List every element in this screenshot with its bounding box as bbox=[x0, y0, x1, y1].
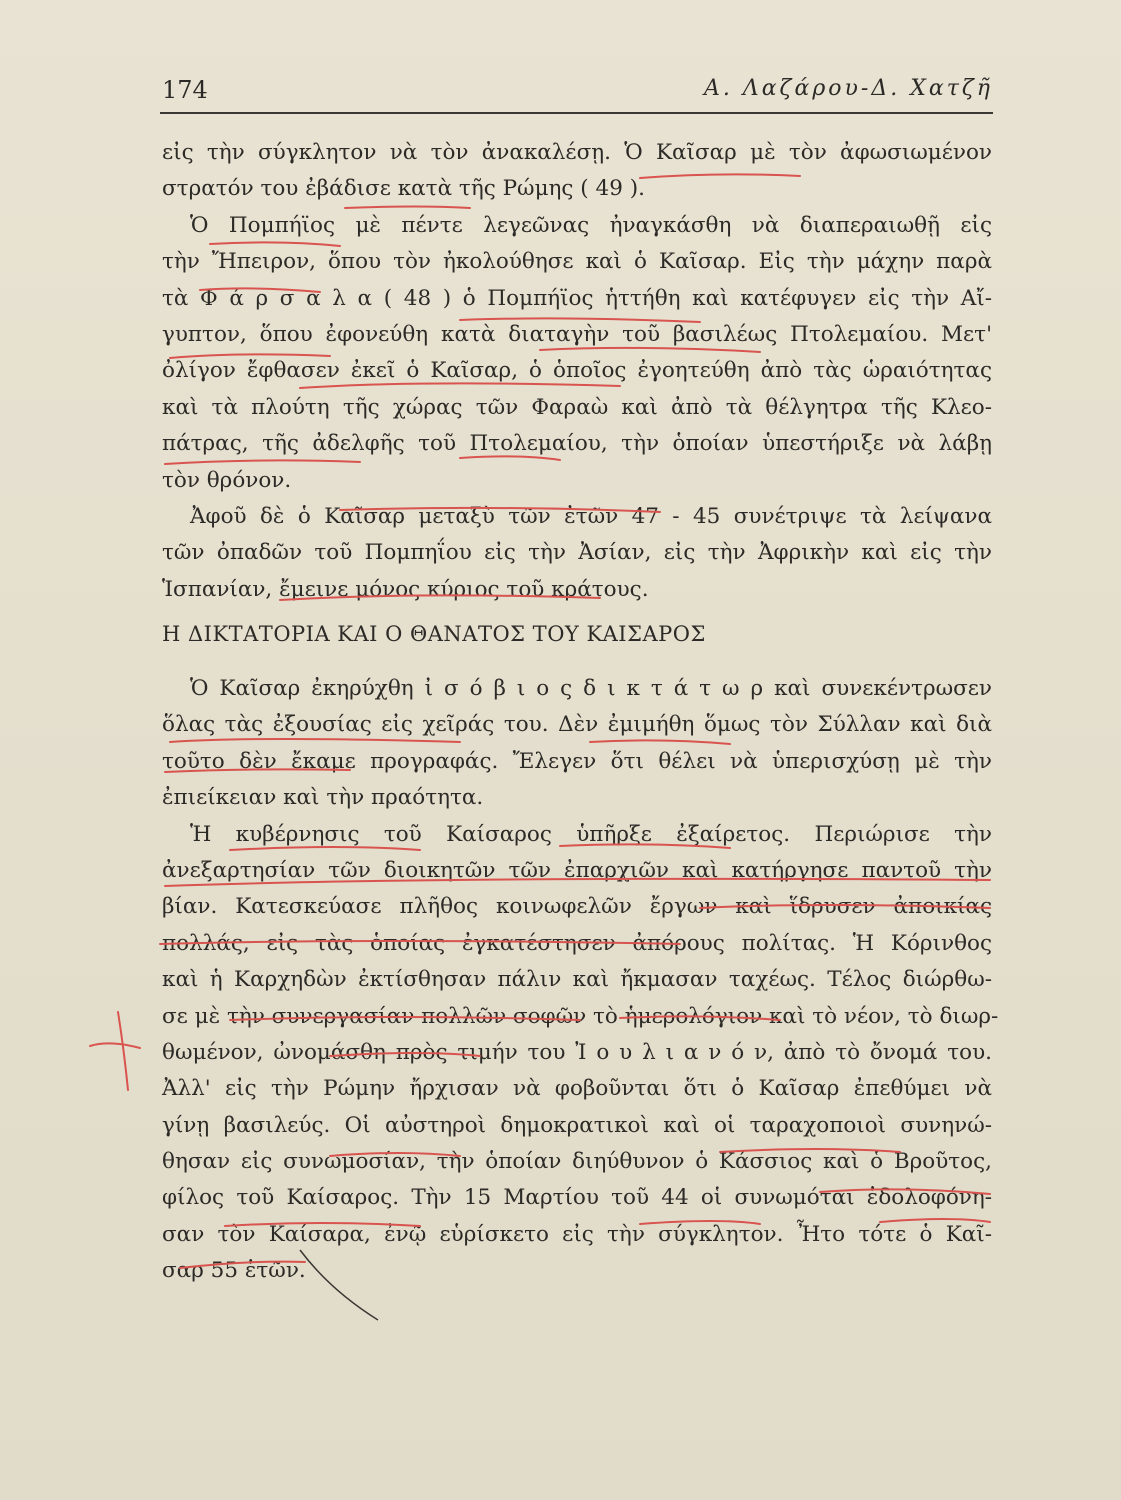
text-line: σαρ 55 ἐτῶν. bbox=[162, 1258, 306, 1284]
section1-body bbox=[162, 140, 992, 613]
text-line: στρατόν του ἐβάδισε κατὰ τῆς Ρώμης ( 49 ). bbox=[162, 176, 645, 202]
text-line: ὅλας τὰς ἐξουσίας εἰς χεῖράς του. Δὲν ἐμιμήθη ὅμως τὸν Σύλλαν καὶ διὰ bbox=[162, 712, 992, 738]
text-line: πολλάς, εἰς τὰς ὁποίας ἐγκατέστησεν ἀπόρους πολίτας. Ἡ Κόρινθος bbox=[162, 930, 992, 956]
page-number: 174 bbox=[162, 76, 208, 104]
text-line: πάτρας, τῆς ἀδελφῆς τοῦ Πτολεμαίου, τὴν ὁποίαν ὑπεστήριξε νὰ λάβῃ bbox=[162, 431, 992, 457]
text-line: τοῦτο δὲν ἔκαμε προγραφάς. Ἔλεγεν ὅτι θέλει νὰ ὑπερισχύσῃ μὲ τὴν bbox=[162, 748, 992, 774]
text-line: τῶν ὀπαδῶν τοῦ Πομπηΐου εἰς τὴν Ἀσίαν, εἰς τὴν Ἀφρικὴν καὶ εἰς τὴν bbox=[162, 540, 992, 566]
text-line: γυπτον, ὅπου ἐφονεύθη κατὰ διαταγὴν τοῦ βασιλέως Πτολεμαίου. Μετ' bbox=[162, 321, 992, 347]
text-line: θωμένον, ὠνομάσθη πρὸς τιμήν του Ἰ ο υ λ ι α ν ό ν, ἀπὸ τὸ ὄνομά του. bbox=[162, 1039, 992, 1065]
text-line: φίλος τοῦ Καίσαρος. Τὴν 15 Μαρτίου τοῦ 44 οἱ συνωμόται ἐδολοφόνη- bbox=[162, 1185, 992, 1211]
text-line: Ἀλλ' εἰς τὴν Ρώμην ἤρχισαν νὰ φοβοῦνται ὅτι ὁ Καῖσαρ ἐπεθύμει νὰ bbox=[162, 1076, 992, 1102]
text-line: εἰς τὴν σύγκλητον νὰ τὸν ἀνακαλέσῃ. Ὁ Καῖσαρ μὲ τὸν ἀφωσιωμένον bbox=[162, 140, 992, 165]
section2-body bbox=[162, 676, 999, 1295]
text-line: καὶ ἡ Καρχηδὼν ἐκτίσθησαν πάλιν καὶ ἤκμασαν ταχέως. Τέλος διώρθω- bbox=[162, 967, 992, 993]
text-line: καὶ τὰ πλούτη τῆς χώρας τῶν Φαραὼ καὶ ἀπὸ τὰ θέλγητρα τῆς Κλεο- bbox=[162, 394, 992, 420]
text-line: τὸν θρόνον. bbox=[162, 467, 292, 493]
text-line: Ὁ Πομπήϊος μὲ πέντε λεγεῶνας ἠναγκάσθη νὰ διαπεραιωθῇ εἰς bbox=[190, 212, 992, 238]
text-line: Ὁ Καῖσαρ ἐκηρύχθη ἰ σ ό β ι ο ς δ ι κ τ ά τ ω ρ καὶ συνεκέντρωσεν bbox=[190, 676, 992, 701]
page-header bbox=[160, 72, 993, 114]
text-line: τὴν Ἤπειρον, ὅπου τὸν ἠκολούθησε καὶ ὁ Καῖσαρ. Εἰς τὴν μάχην παρὰ bbox=[162, 249, 992, 275]
text-line: σαν τὸν Καίσαρα, ἐνῷ εὑρίσκετο εἰς τὴν σύγκλητον. Ἦτο τότε ὁ Καῖ- bbox=[162, 1221, 992, 1247]
text-line: θησαν εἰς συνωμοσίαν, τὴν ὁποίαν διηύθυνον ὁ Κάσσιος καὶ ὁ Βροῦτος, bbox=[162, 1149, 992, 1175]
text-line: ἀνεξαρτησίαν τῶν διοικητῶν τῶν ἐπαρχιῶν καὶ κατήργησε παντοῦ τὴν bbox=[162, 857, 992, 883]
text-line: Ἱσπανίαν, ἔμεινε μόνος κύριος τοῦ κράτους. bbox=[162, 576, 649, 602]
text-line: γίνῃ βασιλεύς. Οἱ αὐστηροὶ δημοκρατικοὶ καὶ οἱ ταραχοποιοὶ συνηνώ- bbox=[162, 1112, 992, 1138]
text-line: Ἡ κυβέρνησις τοῦ Καίσαρος ὑπῆρξε ἐξαίρετος. Περιώρισε τὴν bbox=[190, 821, 992, 847]
text-line: Ἀφοῦ δὲ ὁ Καῖσαρ μεταξὺ τῶν ἐτῶν 47 - 45 συνέτριψε τὰ λείψανα bbox=[190, 503, 992, 529]
text-line: σε μὲ τὴν συνεργασίαν πολλῶν σοφῶν τὸ ἡμερολόγιον καὶ τὸ νέον, τὸ διωρ- bbox=[162, 1003, 999, 1029]
running-head: Α. Λαζάρου-Δ. Χατζῆ bbox=[703, 76, 993, 101]
text-line: τὰ Φ ά ρ σ α λ α ( 48 ) ὁ Πομπήϊος ἡττήθη καὶ κατέφυγεν εἰς τὴν Αἴ- bbox=[162, 285, 992, 311]
section-heading: Η ΔΙΚΤΑΤΟΡΙΑ ΚΑΙ Ο ΘΑΝΑΤΟΣ ΤΟΥ ΚΑΙΣΑΡΟΣ bbox=[162, 622, 706, 646]
text-line: ὀλίγον ἔφθασεν ἐκεῖ ὁ Καῖσαρ, ὁ ὁποῖος ἐγοητεύθη ἀπὸ τὰς ὡραιότητας bbox=[162, 358, 992, 384]
text-line: βίαν. Κατεσκεύασε πλῆθος κοινωφελῶν ἔργων καὶ ἵδρυσεν ἀποικίας bbox=[162, 894, 992, 920]
text-line: ἐπιείκειαν καὶ τὴν πραότητα. bbox=[162, 785, 484, 811]
